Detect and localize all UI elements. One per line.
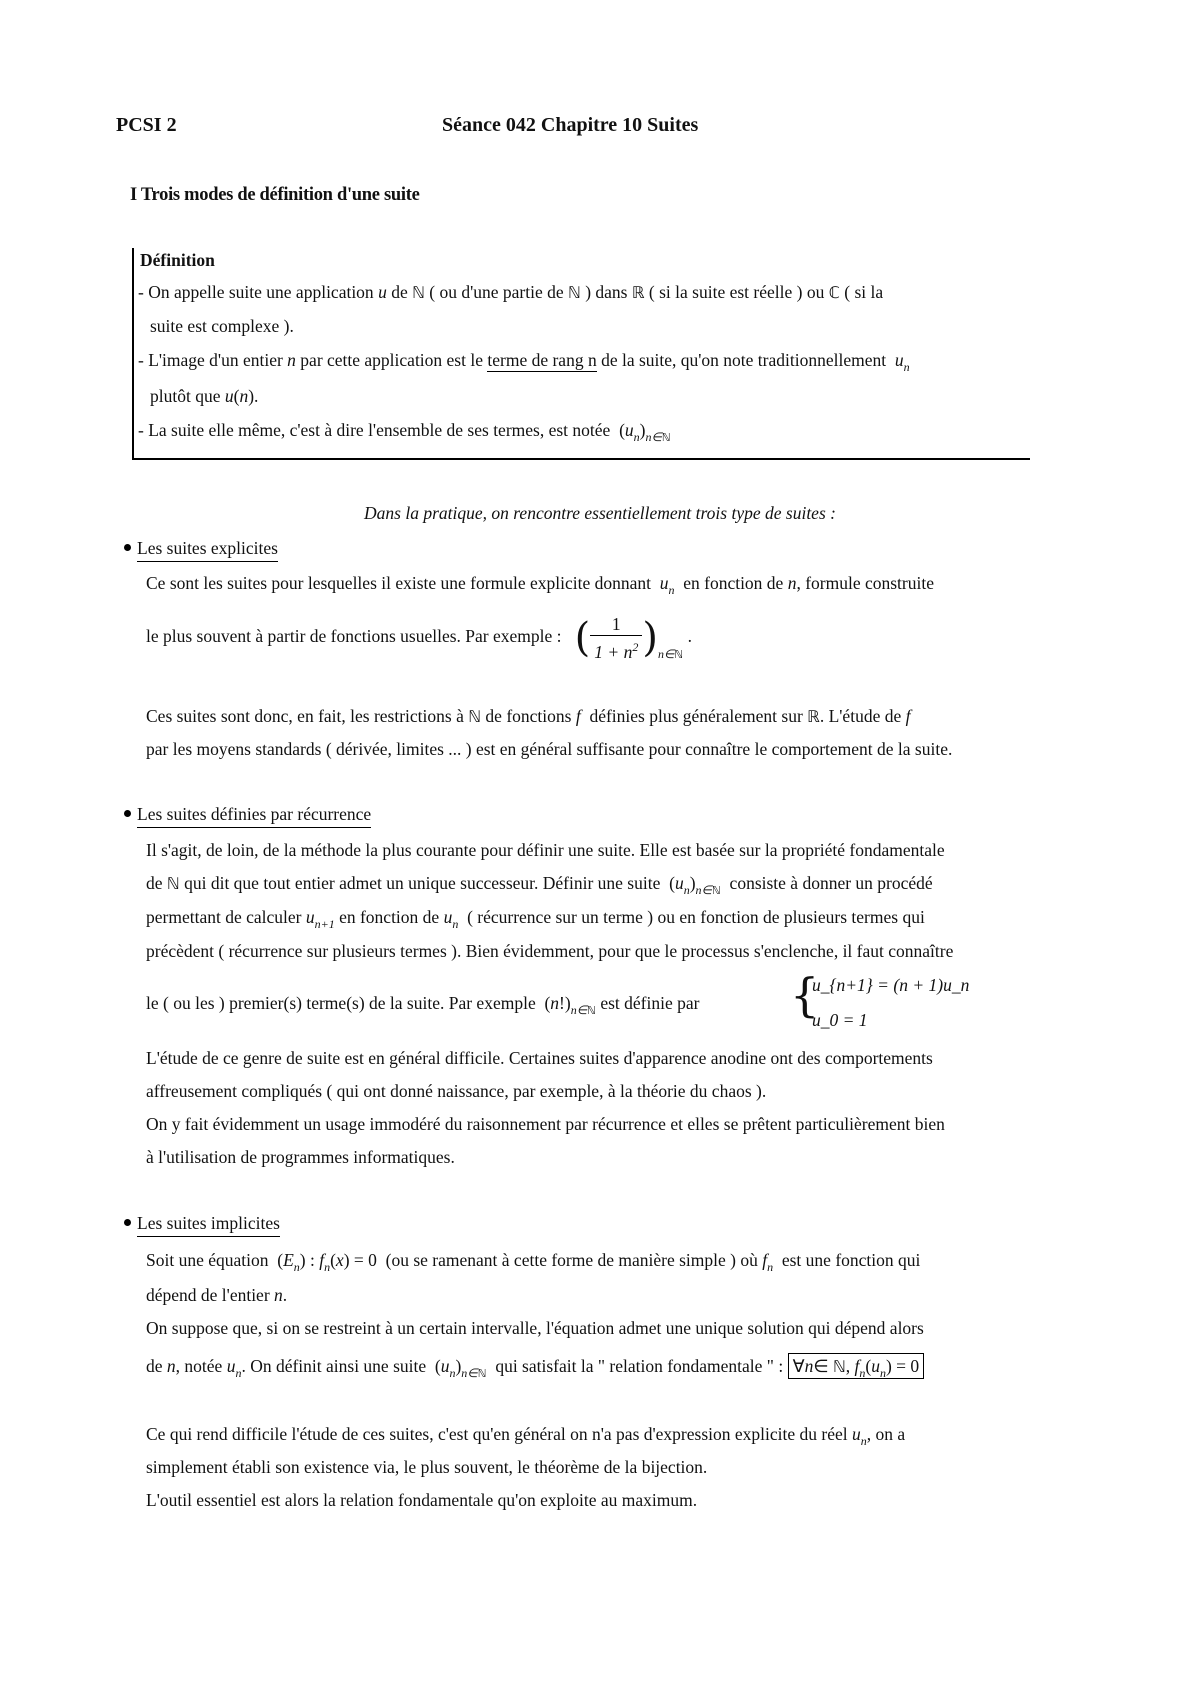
recurrence-p7: affreusement compliqués ( qui ont donné naissance, par exemple, à la théorie du chaos ).	[146, 1081, 767, 1101]
definition-title: Définition	[140, 250, 215, 270]
explicit-p4: par les moyens standards ( dérivée, limites ... ) est en général suffisante pour connaître le comportement de la suite.	[146, 739, 953, 759]
definition-box	[132, 248, 1030, 460]
fundamental-relation-box: ∀n∈ ℕ, $f_n(u_n) = 0$	[788, 1353, 925, 1379]
section-title: I Trois modes de définition d'une suite	[130, 185, 420, 205]
bullet-icon	[124, 1219, 131, 1226]
recurrence-p9: à l'utilisation de programmes informatiques.	[146, 1147, 455, 1167]
recurrence-p4: précèdent ( récurrence sur plusieurs termes ). Bien évidemment, pour que le processus s'enclenche, il faut connaître	[146, 941, 954, 961]
system-line-1: u_{n+1} = (n + 1)u_n	[812, 975, 970, 995]
definition-line-5: - La suite elle même, c'est à dire l'ensemble de ses termes, est notée $(u_n)_{n\in ℕ}$	[138, 420, 671, 444]
rank-term: terme de rang n	[487, 350, 597, 370]
implicit-p5: Ce qui rend difficile l'étude de ces suites, c'est qu'en général on n'a pas d'expression explicite du réel $u_n$, on a	[146, 1424, 906, 1448]
implicit-p7: L'outil essentiel est alors la relation fondamentale qu'on exploite au maximum.	[146, 1490, 698, 1510]
explicit-p3: Ces suites sont donc, en fait, les restrictions à ℕ de fonctions f définies plus généralement sur ℝ. L'étude de f	[146, 706, 911, 726]
definition-line-1: - On appelle suite une application u de ℕ ( ou d'une partie de ℕ ) dans ℝ ( si la suite est réelle ) ou ℂ ( si la	[138, 282, 884, 302]
bullet-implicit: Les suites implicites	[124, 1213, 280, 1234]
bullet-icon	[124, 544, 131, 551]
recurrence-p2: de ℕ qui dit que tout entier admet un unique successeur. Définir une suite $(u_n)_{n\in ℕ}$ consiste à donner un procédé	[146, 873, 933, 897]
implicit-p1: Soit une équation $(E_n)$ : $f_n(x) = 0$ (ou se ramenant à cette forme de manière simple ) où $f_n$ est une fonction qui	[146, 1250, 921, 1274]
recurrence-p1: Il s'agit, de loin, de la méthode la plus courante pour définir une suite. Elle est basée sur la propriété fondamentale	[146, 840, 945, 860]
system-brace: {	[790, 968, 820, 1022]
definition-line-4: plutôt que u(n).	[150, 386, 259, 406]
recurrence-p6: L'étude de ce genre de suite est en général difficile. Certaines suites d'apparence anodine ont des comportements	[146, 1048, 933, 1068]
implicit-p2: dépend de l'entier n.	[146, 1285, 288, 1305]
intro-text: Dans la pratique, on rencontre essentiellement trois type de suites :	[364, 503, 836, 523]
definition-line-3: - L'image d'un entier n par cette application est le terme de rang n de la suite, qu'on note traditionnellement $u_n$	[138, 350, 910, 374]
implicit-p3: On suppose que, si on se restreint à un certain intervalle, l'équation admet une unique solution qui dépend alors	[146, 1318, 924, 1338]
system-line-2: u_0 = 1	[812, 1010, 868, 1030]
definition-line-2: suite est complexe ).	[150, 316, 294, 336]
implicit-p4: de n, notée $u_n$. On définit ainsi une suite $(u_n)_{n\in ℕ}$ qui satisfait la " relation fondamentale " : ∀n∈ ℕ, $f_n(u_n) = 0$	[146, 1356, 924, 1381]
explicit-p2: le plus souvent à partir de fonctions usuelles. Par exemple : ( $\frac{1}{1 + n^2}$ )$_{n\in ℕ}$ .	[146, 613, 692, 662]
page-title: Séance 042 Chapitre 10 Suites	[442, 114, 699, 136]
page-header	[116, 114, 1076, 144]
explicit-p1: Ce sont les suites pour lesquelles il existe une formule explicite donnant $u_n$ en fonction de n, formule construite	[146, 573, 934, 597]
course-name: PCSI 2	[116, 114, 177, 136]
recurrence-p3: permettant de calculer $u_{n+1}$ en fonction de $u_n$ ( récurrence sur un terme ) ou en fonction de plusieurs termes qui	[146, 907, 925, 931]
implicit-p6: simplement établi son existence via, le plus souvent, le théorème de la bijection.	[146, 1457, 708, 1477]
bullet-recurrence: Les suites définies par récurrence	[124, 804, 371, 825]
recurrence-p5: le ( ou les ) premier(s) terme(s) de la suite. Par exemple $(n!)_{n\in ℕ}$ est définie par	[146, 993, 700, 1017]
recurrence-p8: On y fait évidemment un usage immodéré du raisonnement par récurrence et elles se prêtent particulièrement bien	[146, 1114, 945, 1134]
bullet-explicit: Les suites explicites	[124, 538, 278, 559]
bullet-icon	[124, 810, 131, 817]
